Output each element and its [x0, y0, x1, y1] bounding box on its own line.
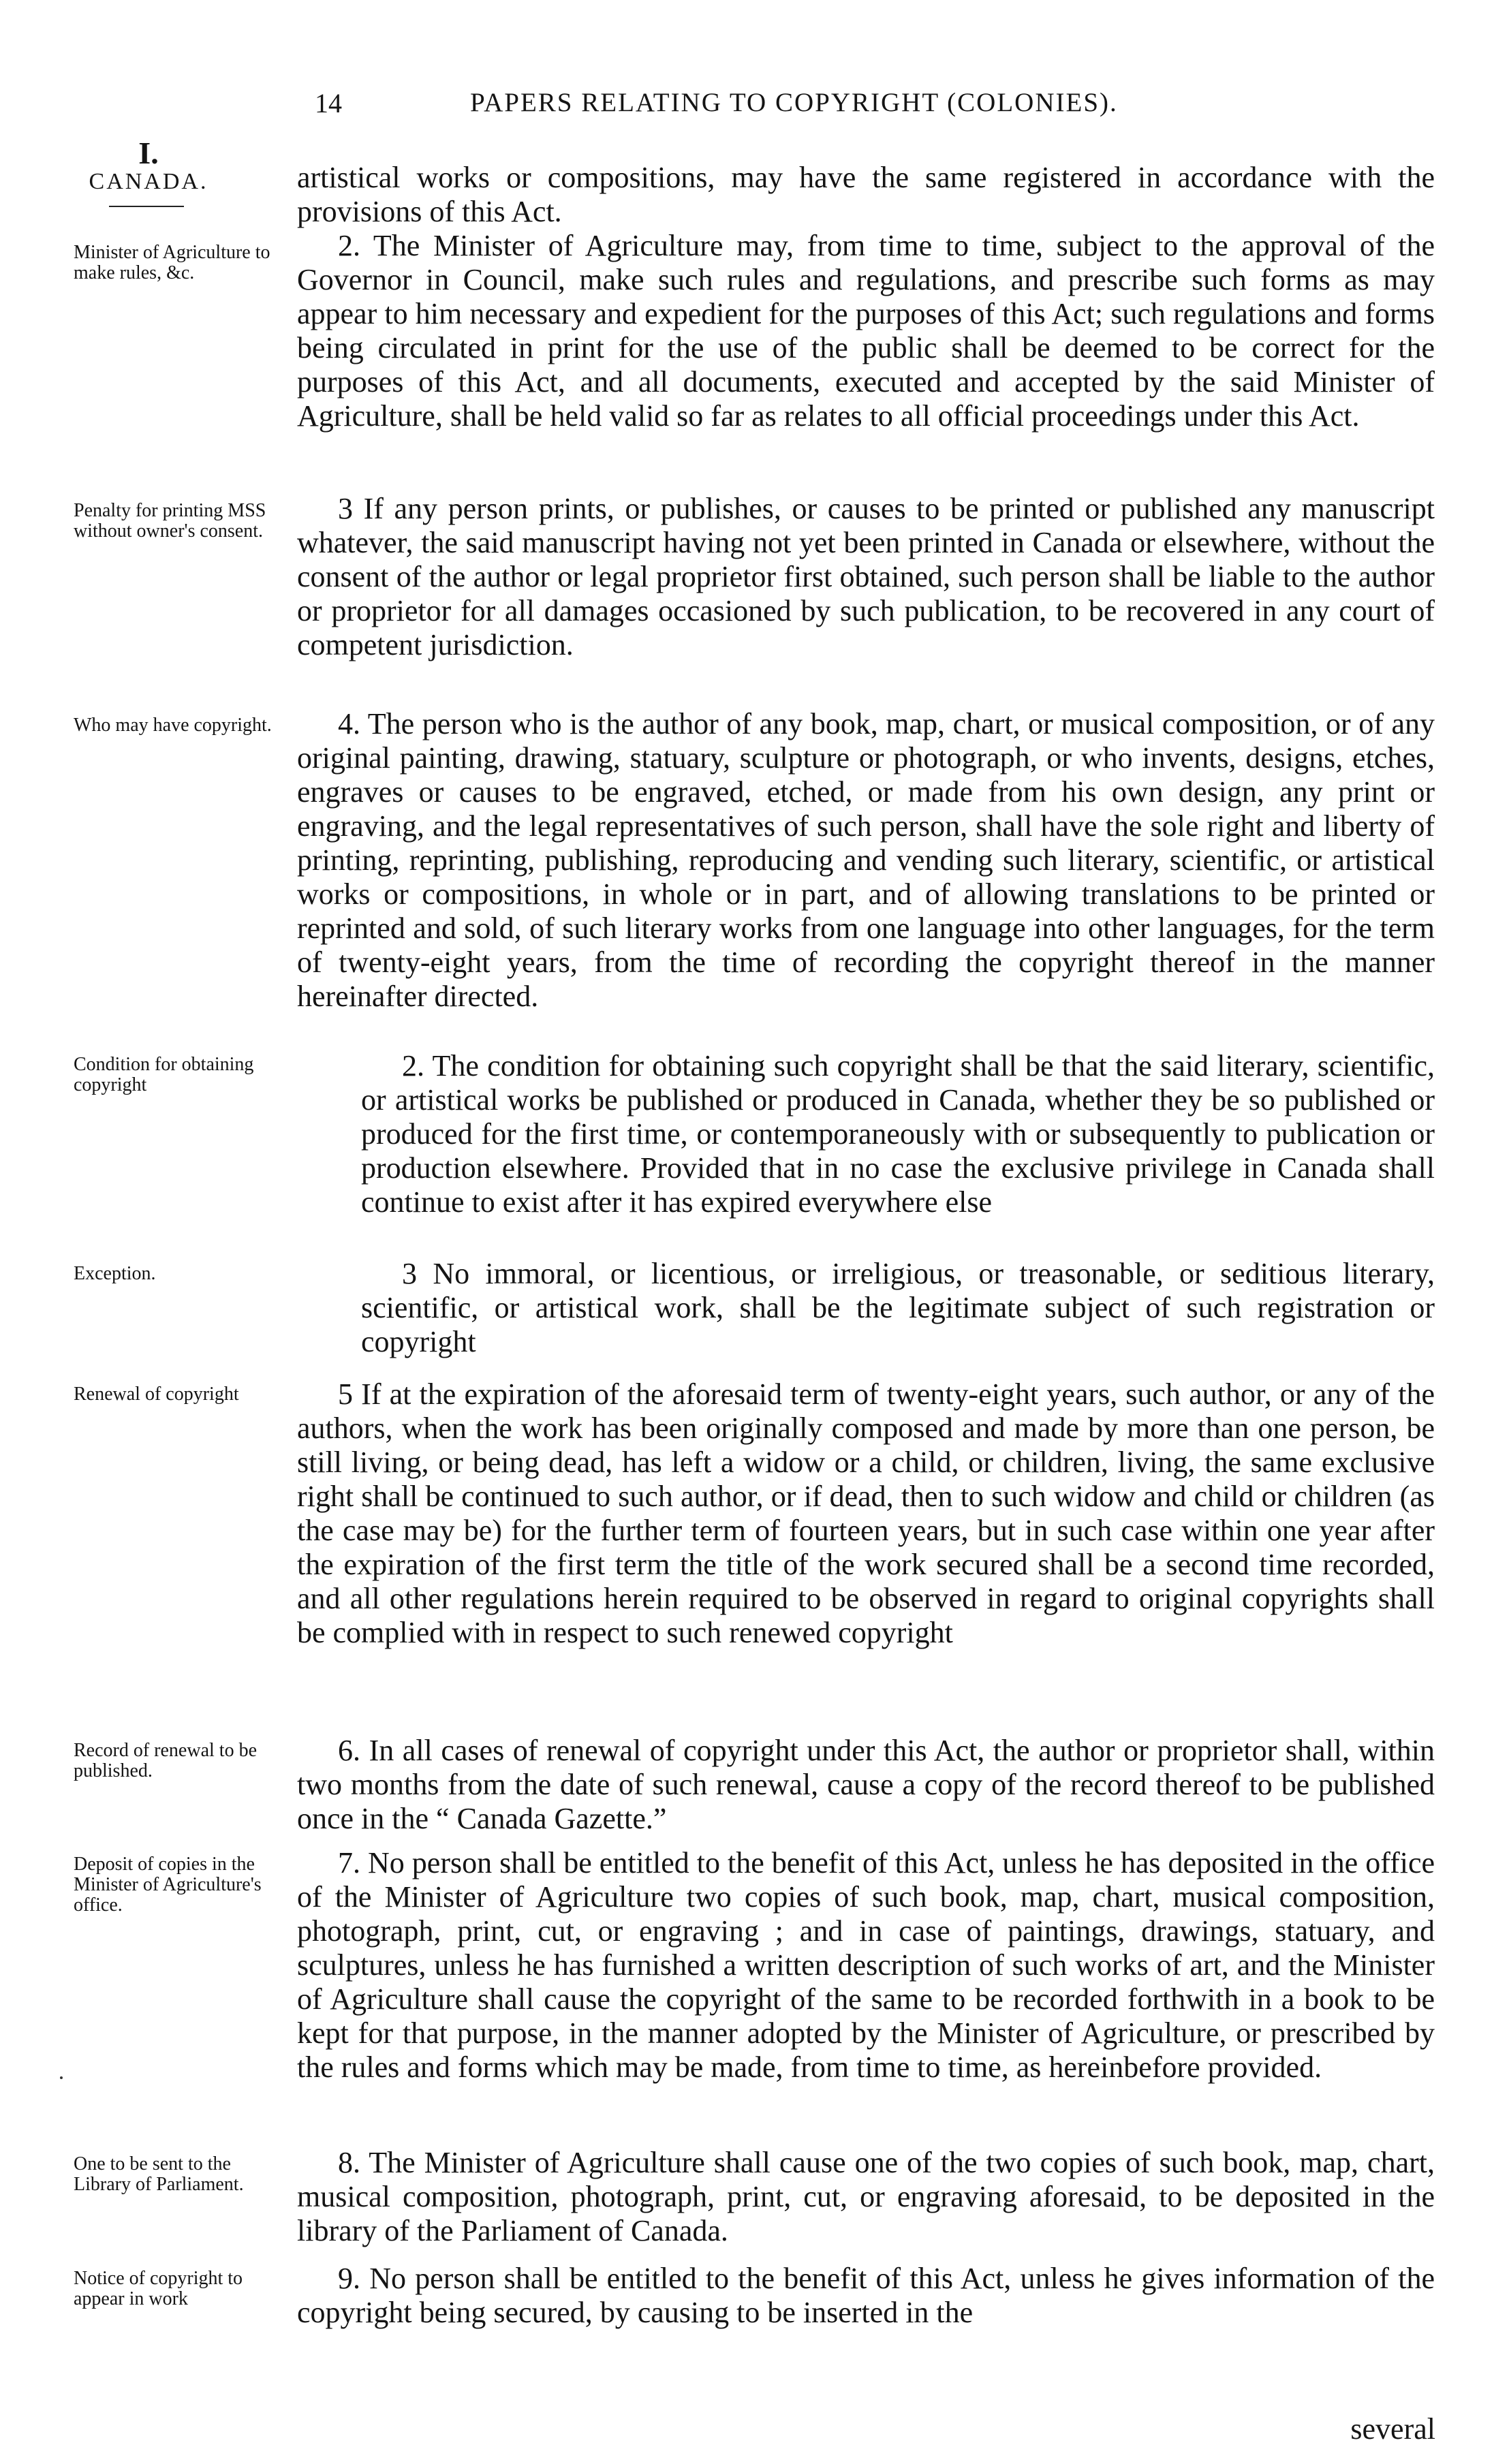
margin-note: Penalty for printing MSS without owner's consent. [74, 500, 266, 542]
margin-note: Renewal of copyright [74, 1384, 239, 1405]
subsection-3-exception: 3 No immoral, or licentious, or irreligious, or treasonable, or seditious literary, scientific, or artistical work, shall be the legitimate subject of such registration or copyright [361, 1257, 1435, 1358]
margin-note: One to be sent to the Library of Parliament. [74, 2153, 244, 2195]
margin-note: Record of renewal to be published. [74, 1740, 257, 1781]
section-3-penalty: 3 If any person prints, or publishes, or causes to be printed or published any manuscript whatever, the said manuscript having not yet been printed in Canada or elsewhere, without the consent of the author or legal proprietor first obtained, such person shall be liable to the author or proprietor for all damages occasioned by such publication, to be recovered in any court of competent jurisdiction. [297, 492, 1435, 661]
section-8-library: 8. The Minister of Agriculture shall cause one of the two copies of such book, map, chart, musical composition, photograph, print, cut, or engraving aforesaid, to be deposited in the library of the Parliament of Canada. [297, 2146, 1435, 2247]
section-5-renewal: 5 If at the expiration of the aforesaid term of twenty-eight years, such author, or any of the authors, when the work has been originally composed and made by more than one person, be still living, or being dead, has left a widow or a child, or children, living, the same exclusive right shall be continued to such author, or if dead, then to such widow and child or children (as the case may be) for the further term of fourteen years, but in such case within one year after the expiration of the first term the title of the work secured shall be a second time recorded, and all other regulations herein required to be observed in regard to original copyrights shall be complied with in respect to such renewed copyright [297, 1377, 1435, 1649]
page-number: 14 [315, 88, 342, 119]
section-number: I. [138, 136, 159, 170]
section-country: CANADA. [89, 169, 208, 194]
subsection-2-condition: 2. The condition for obtaining such copyright shall be that the said literary, scientific, or artistical works be published or produced in Canada, whether they be so published or produced for the first time, or contemporaneously with or subsequently to publication or production elsewhere. Provided that in no case the exclusive privilege in Canada shall continue to exist after it has expired everywhere else [361, 1049, 1435, 1219]
margin-note: Minister of Agriculture to make rules, &c. [74, 242, 270, 283]
margin-note: Exception. [74, 1263, 156, 1284]
page-header [0, 87, 1509, 142]
section-9-notice: 9. No person shall be entitled to the benefit of this Act, unless he gives information of the copyright being secured, by causing to be inserted in the [297, 2262, 1435, 2329]
margin-note: Condition for obtaining copyright [74, 1054, 254, 1095]
section-6-record: 6. In all cases of renewal of copyright under this Act, the author or proprietor shall, within two months from the date of such renewal, cause a copy of the record thereof to be published once in the “ Canada Gazette.” [297, 1734, 1435, 1835]
section-4-copyright-owner: 4. The person who is the author of any book, map, chart, or musical composition, or of any original painting, drawing, statuary, sculpture or photograph, or who invents, designs, etches, engraves or causes to be engraved, etched, or made from his own design, any print or engraving, and the legal representatives of such person, shall have the sole right and liberty of printing, reprinting, publishing, reproducing and vending such literary, scientific, or artistical works or compositions, in whole or in part, and of allowing translations to be printed or reprinted and sold, of such literary works from one language into other languages, for the term of twenty-eight years, from the time of recording the copyright thereof in the manner hereinafter directed. [297, 707, 1435, 1013]
margin-note: Who may have copyright. [74, 715, 272, 736]
margin-note: Notice of copyright to appear in work [74, 2268, 243, 2309]
running-title: PAPERS RELATING TO COPYRIGHT (COLONIES). [470, 88, 1118, 117]
section-7-deposit: 7. No person shall be entitled to the benefit of this Act, unless he has deposited in the office of the Minister of Agriculture two copies of such book, map, chart, musical composition, photograph, print, cut, or engraving ; and in case of paintings, drawings, statuary, and sculptures, unless he has furnished a written description of such works of art, and the Minister of Agriculture shall cause the copyright of the same to be recorded forthwith in a book to be kept for that purpose, in the manner adopted by the Minister of Agriculture, or prescribed by the rules and forms which may be made, from time to time, as hereinbefore provided. [297, 1846, 1435, 2084]
paragraph-continuation: artistical works or compositions, may have the same registered in accordance with the provisions of this Act. [297, 161, 1435, 228]
section-2-rules: 2. The Minister of Agriculture may, from time to time, subject to the approval of the Governor in Council, make such rules and regulations, and prescribe such forms as may appear to him necessary and expedient for the purposes of this Act; such regulations and forms being circulated in print for the use of the public shall be deemed to be correct for the purposes of this Act, and all documents, executed and accepted by the said Minister of Agriculture, shall be held valid so far as relates to all official proceedings under this Act. [297, 229, 1435, 433]
margin-note: Deposit of copies in the Minister of Agriculture's office. [74, 1854, 262, 1916]
section-divider [109, 206, 184, 207]
stray-mark [60, 2076, 63, 2079]
catchword: several [1350, 2412, 1435, 2446]
